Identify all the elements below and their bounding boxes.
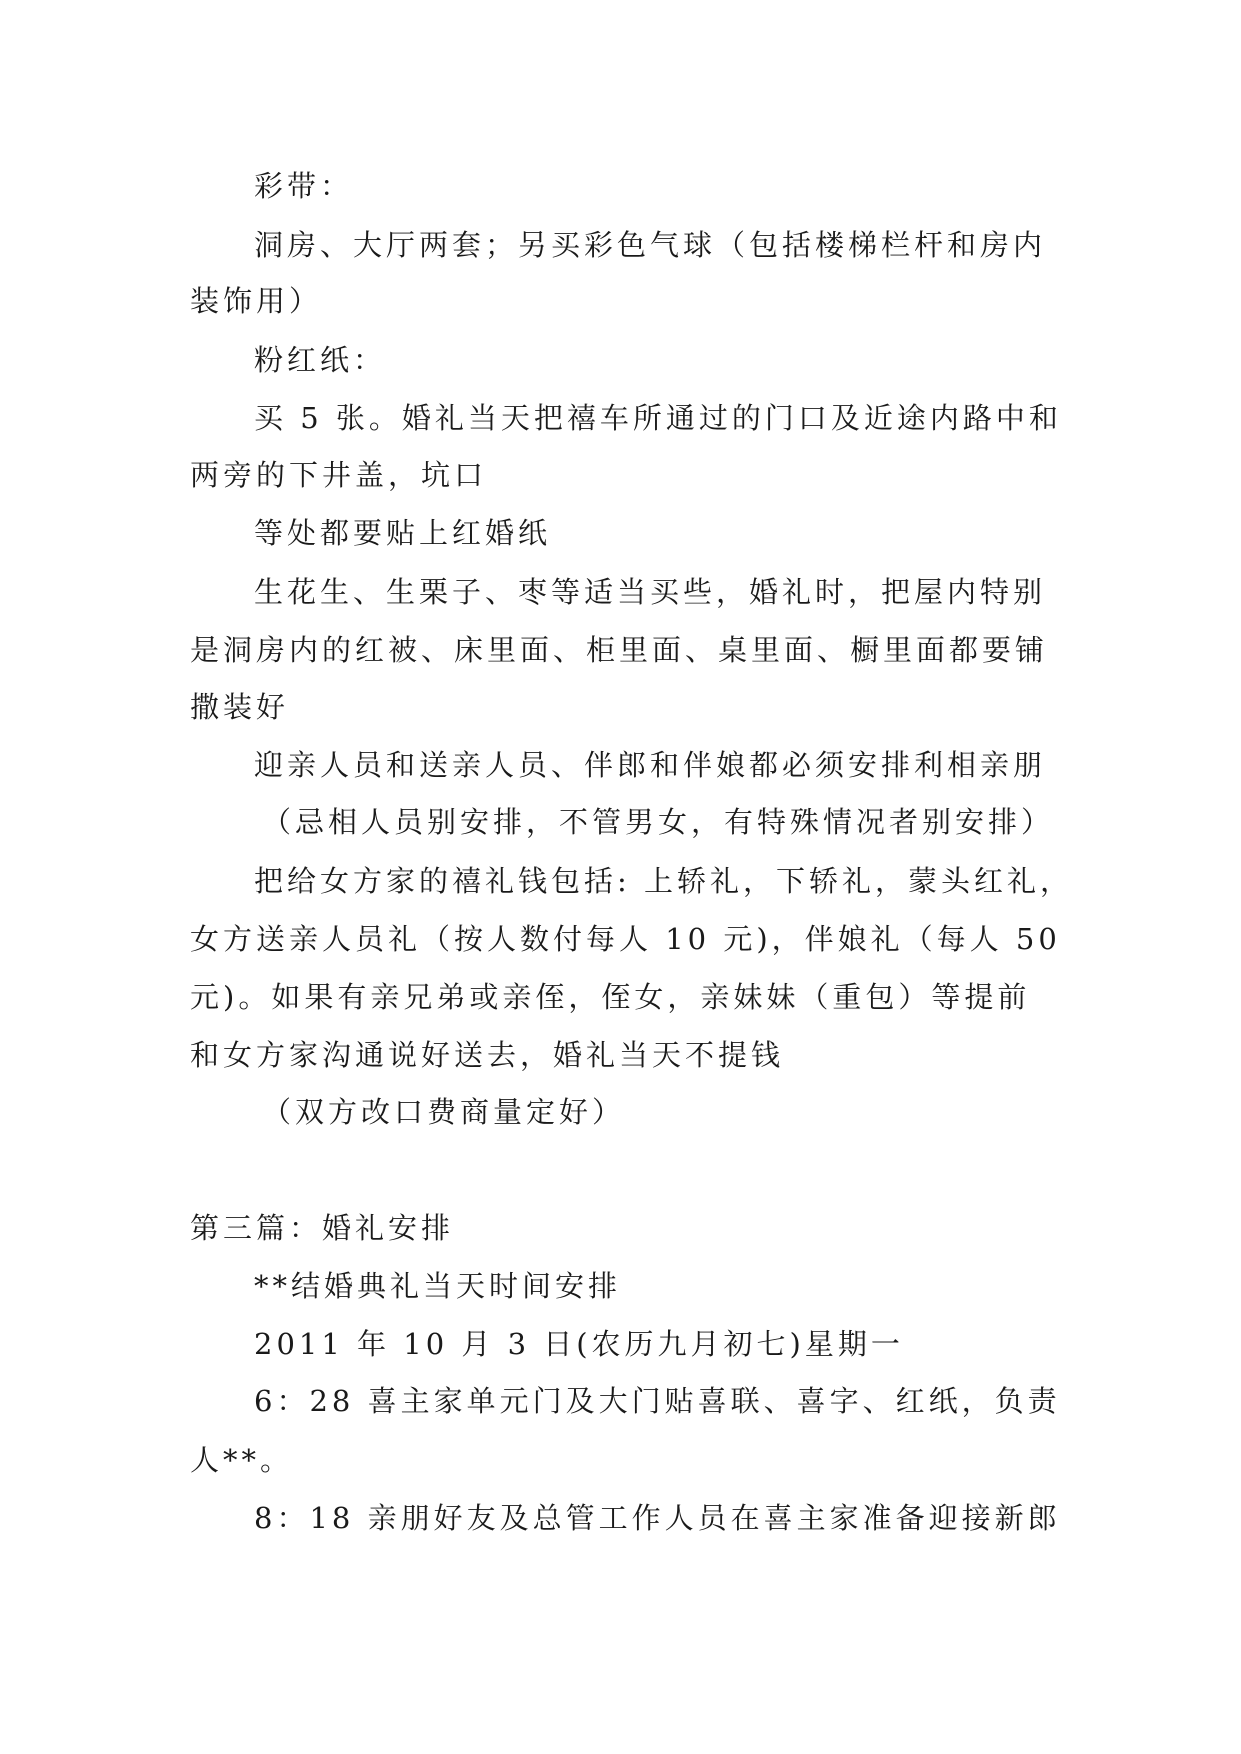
paragraph-line: **结婚典礼当天时间安排 [254,1269,622,1303]
paragraph-line: 女方送亲人员礼（按人数付每人 10 元)，伴娘礼（每人 50 [190,922,1061,956]
paragraph-line: 元)。如果有亲兄弟或亲侄，侄女，亲妹妹（重包）等提前 [190,980,1031,1014]
section-heading: 第三篇：婚礼安排 [190,1211,455,1245]
paragraph-line: 把给女方家的禧礼钱包括: 上轿礼，下轿礼，蒙头红礼， [254,864,1073,898]
paragraph-line: 生花生、生栗子、枣等适当买些，婚礼时，把屋内特别 [254,575,1047,609]
paragraph-line: 两旁的下井盖，坑口 [190,458,488,492]
paragraph-line: 是洞房内的红被、床里面、柜里面、桌里面、橱里面都要铺 [190,633,1049,667]
paragraph-line: 撒装好 [190,690,290,724]
paragraph-line: 人**。 [190,1443,294,1477]
paragraph-line: 2011 年 10 月 3 日(农历九月初七)星期一 [254,1327,904,1361]
paragraph-line: 8：18 亲朋好友及总管工作人员在喜主家准备迎接新郎 [254,1501,1061,1535]
paragraph-line: （忌相人员别安排，不管男女，有特殊情况者别安排） [262,805,1055,839]
paragraph-line: （双方改口费商量定好） [262,1095,626,1129]
paragraph-line: 买 5 张。婚礼当天把禧车所通过的门口及近途内路中和 [254,401,1062,435]
paragraph-line: 粉红纸： [254,343,387,377]
paragraph-line: 彩带： [254,169,354,203]
paragraph-line: 迎亲人员和送亲人员、伴郎和伴娘都必须安排利相亲朋 [254,748,1047,782]
paragraph-line: 和女方家沟通说好送去，婚礼当天不提钱 [190,1038,785,1072]
paragraph-line: 装饰用） [190,284,323,318]
paragraph-line: 6：28 喜主家单元门及大门贴喜联、喜字、红纸，负责 [254,1384,1061,1418]
paragraph-line: 等处都要贴上红婚纸 [254,516,552,550]
paragraph-line: 洞房、大厅两套；另买彩色气球（包括楼梯栏杆和房内 [254,228,1047,262]
